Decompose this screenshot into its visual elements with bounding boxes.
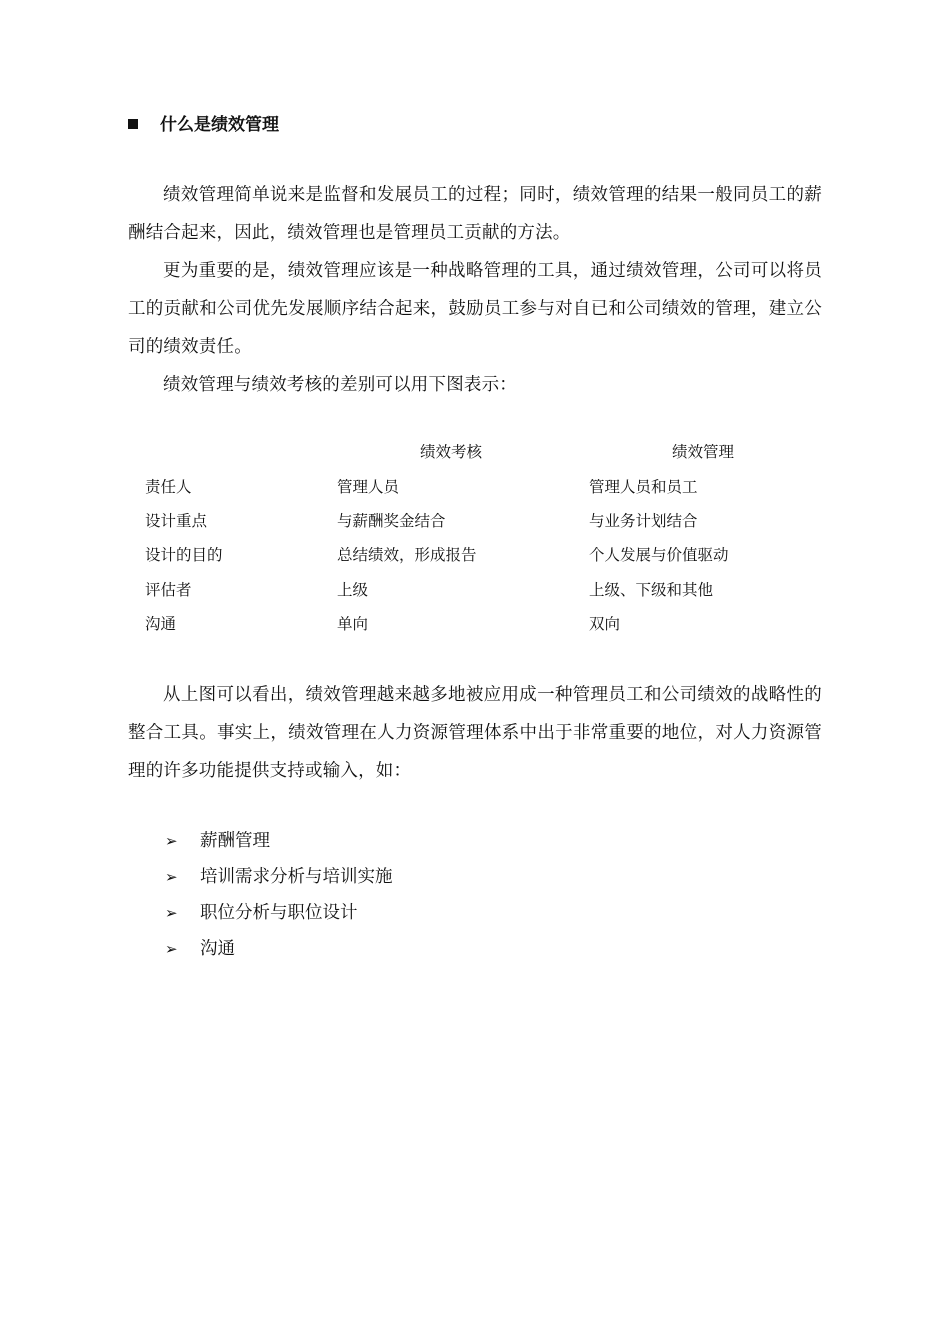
list-item-text: 职位分析与职位设计 — [200, 903, 358, 923]
table-cell: 评估者 — [145, 581, 192, 599]
table-cell: 管理人员和员工 — [589, 478, 698, 496]
arrow-bullet-icon: ➢ — [165, 868, 178, 886]
paragraph-importance: 更为重要的是，绩效管理应该是一种战略管理的工具，通过绩效管理，公司可以将员工的贡献和公司优先发展顺序结合起来，鼓励员工参与对自已和公司绩效的管理，建立公司的绩效责任。 — [128, 261, 822, 357]
table-cell: 上级 — [337, 581, 369, 599]
paragraph-definition: 绩效管理简单说来是监督和发展员工的过程；同时，绩效管理的结果一般同员工的薪酬结合起来，因此，绩效管理也是管理员工贡献的方法。 — [128, 185, 822, 243]
list-item — [165, 828, 393, 864]
arrow-bullet-icon: ➢ — [165, 904, 178, 922]
table-cell: 沟通 — [145, 615, 177, 633]
table-cell: 双向 — [589, 615, 621, 633]
table-cell: 个人发展与价值驱动 — [589, 546, 729, 564]
square-bullet-icon — [128, 119, 138, 129]
list-item-text: 培训需求分析与培训实施 — [200, 867, 393, 887]
list-item-text: 沟通 — [200, 939, 235, 959]
table-cell: 与业务计划结合 — [589, 512, 698, 530]
table-cell: 与薪酬奖金结合 — [337, 512, 446, 530]
table-cell: 上级、下级和其他 — [589, 581, 714, 599]
table-cell: 总结绩效，形成报告 — [337, 546, 477, 564]
list-item — [165, 936, 393, 972]
section-heading — [128, 113, 279, 137]
function-list — [165, 828, 393, 972]
table-cell: 设计的目的 — [145, 546, 223, 564]
table-cell: 设计重点 — [145, 512, 208, 530]
table-cell: 管理人员 — [337, 478, 400, 496]
arrow-bullet-icon: ➢ — [165, 940, 178, 958]
table-cell: 单向 — [337, 615, 369, 633]
table-cell: 责任人 — [145, 478, 192, 496]
paragraph-conclusion: 从上图可以看出，绩效管理越来越多地被应用成一种管理员工和公司绩效的战略性的整合工具。事实上，绩效管理在人力资源管理体系中出于非常重要的地位，对人力资源管理的许多功能提供支持或输入，如： — [128, 685, 822, 781]
table-header-appraisal: 绩效考核 — [420, 443, 483, 461]
table-header-management: 绩效管理 — [672, 443, 735, 461]
list-item-text: 薪酬管理 — [200, 831, 270, 851]
arrow-bullet-icon: ➢ — [165, 832, 178, 850]
list-item — [165, 900, 393, 936]
section-heading-text: 什么是绩效管理 — [160, 115, 279, 135]
list-item — [165, 864, 393, 900]
paragraph-table-intro: 绩效管理与绩效考核的差别可以用下图表示： — [163, 375, 517, 395]
